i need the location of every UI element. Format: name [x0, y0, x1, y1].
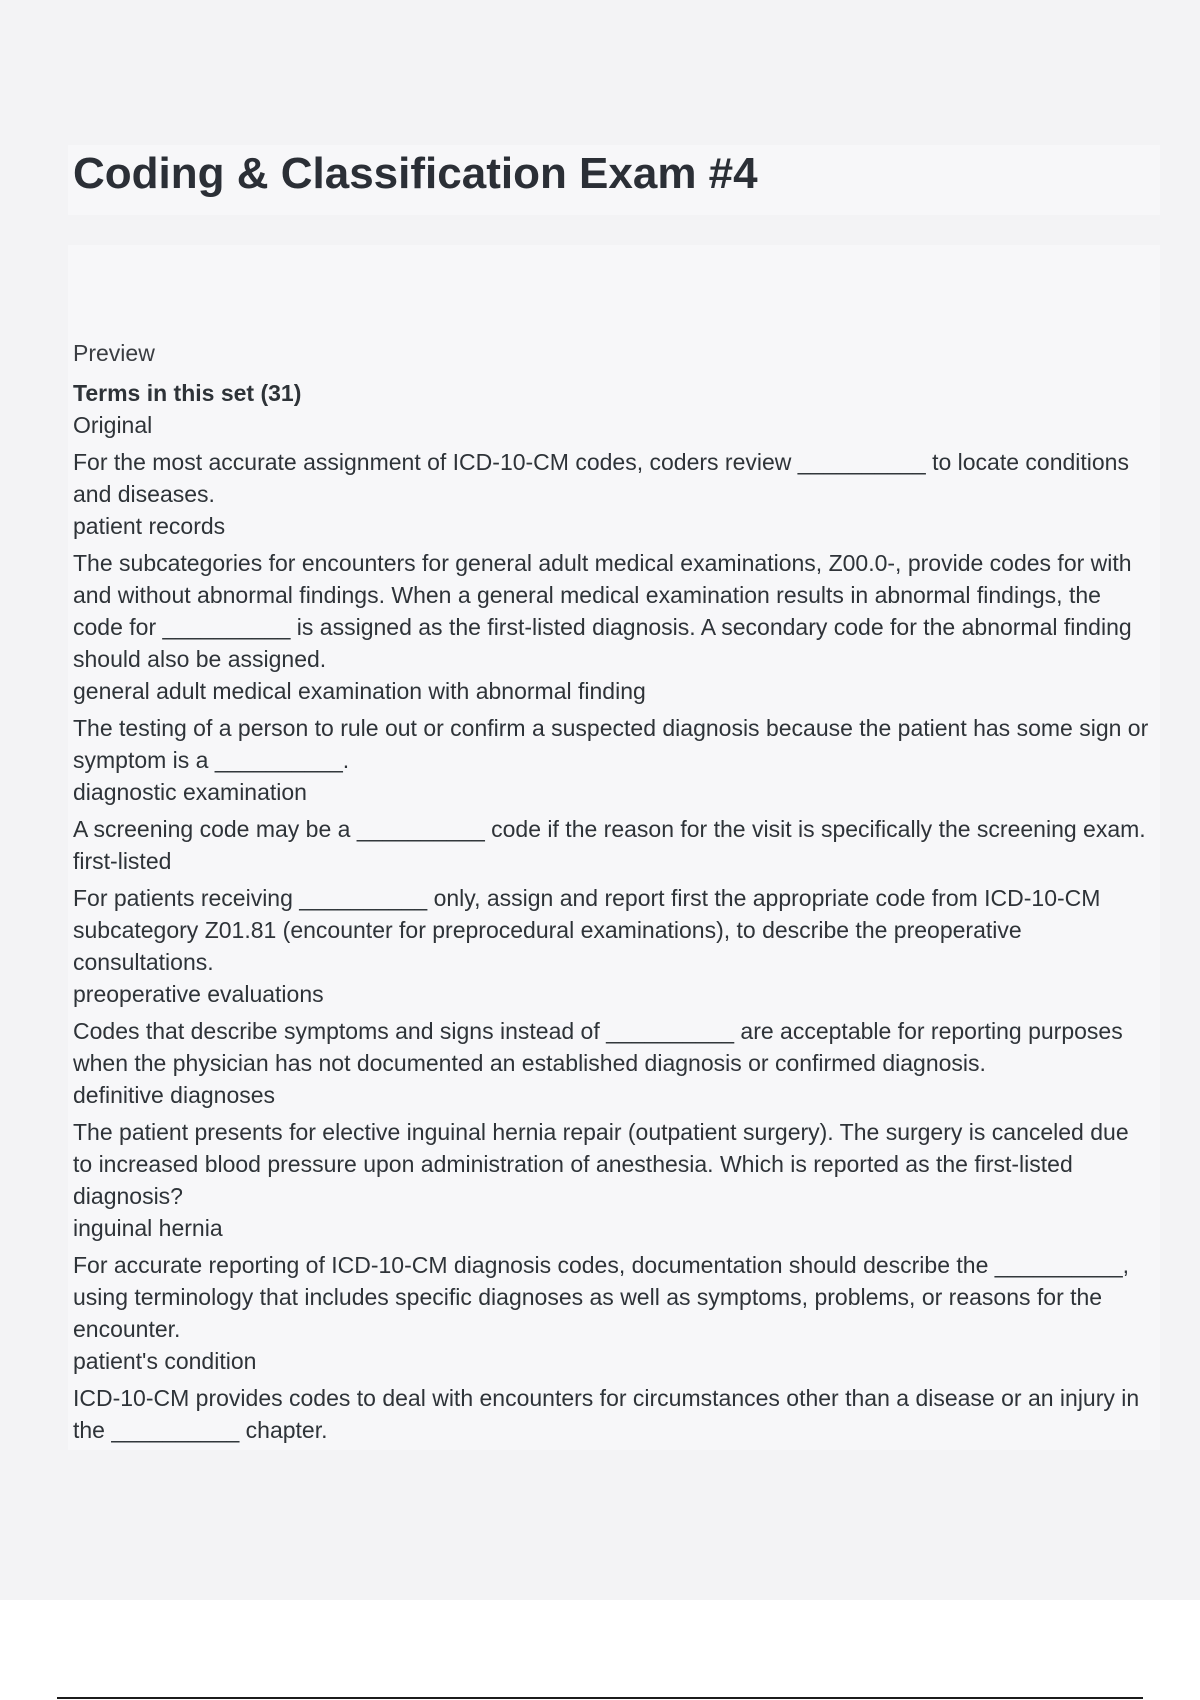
- card-question: The patient presents for elective inguinal hernia repair (outpatient surgery). The surgery is canceled due to increased blood pressure upon administration of anesthesia. Which is reported as the first-listed diagnosis?: [73, 1119, 1129, 1209]
- card: [73, 1015, 1153, 1111]
- page-title: Coding & Classification Exam #4: [73, 149, 758, 198]
- card-question: For accurate reporting of ICD-10-CM diagnosis codes, documentation should describe the __________, using terminology that includes specific diagnoses as well as symptoms, problems, or reasons for the encounter.: [73, 1252, 1130, 1342]
- card-question: ICD-10-CM provides codes to deal with encounters for circumstances other than a disease or an injury in the __________ chapter.: [73, 1385, 1140, 1443]
- card-answer: preoperative evaluations: [73, 981, 324, 1007]
- original-label[interactable]: Original: [73, 412, 153, 438]
- card-question: Codes that describe symptoms and signs instead of __________ are acceptable for reporting purposes when the physician has not documented an established diagnosis or confirmed diagnosis.: [73, 1018, 1123, 1076]
- card-answer: definitive diagnoses: [73, 1082, 276, 1108]
- flashcard-set: [73, 337, 1153, 1446]
- card-question: For patients receiving __________ only, assign and report first the appropriate code from ICD-10-CM subcategory Z01.81 (encounter for preprocedural examinations), to describe the preoperative consultations.: [73, 885, 1101, 975]
- card-answer: general adult medical examination with abnormal finding: [73, 678, 646, 704]
- card-question: The testing of a person to rule out or confirm a suspected diagnosis because the patient has some sign or symptom is a __________.: [73, 715, 1149, 773]
- card: [73, 1382, 1153, 1446]
- card-question: The subcategories for encounters for general adult medical examinations, Z00.0-, provide codes for with and without abnormal findings. When a general medical examination results in abnormal findings, the code for __________ is assigned as the first-listed diagnosis. A secondary code for the abnormal finding should also be assigned.: [73, 550, 1132, 672]
- card: [73, 547, 1153, 707]
- card: [73, 813, 1153, 877]
- card: [73, 1249, 1153, 1377]
- card: [73, 882, 1153, 1010]
- card-answer: diagnostic examination: [73, 779, 307, 805]
- card-answer: patient's condition: [73, 1348, 257, 1374]
- footer-divider: [57, 1697, 1143, 1699]
- card-answer: inguinal hernia: [73, 1215, 223, 1241]
- card-list: [73, 446, 1153, 1446]
- preview-label[interactable]: Preview: [73, 340, 155, 366]
- card-answer: first-listed: [73, 848, 172, 874]
- terms-heading: Terms in this set (31): [73, 380, 302, 406]
- card-question: A screening code may be a __________ code if the reason for the visit is specifically the screening exam.: [73, 816, 1146, 842]
- card-answer: patient records: [73, 513, 226, 539]
- card: [73, 712, 1153, 808]
- card: [73, 1116, 1153, 1244]
- card: [73, 446, 1153, 542]
- card-question: For the most accurate assignment of ICD-10-CM codes, coders review __________ to locate conditions and diseases.: [73, 449, 1129, 507]
